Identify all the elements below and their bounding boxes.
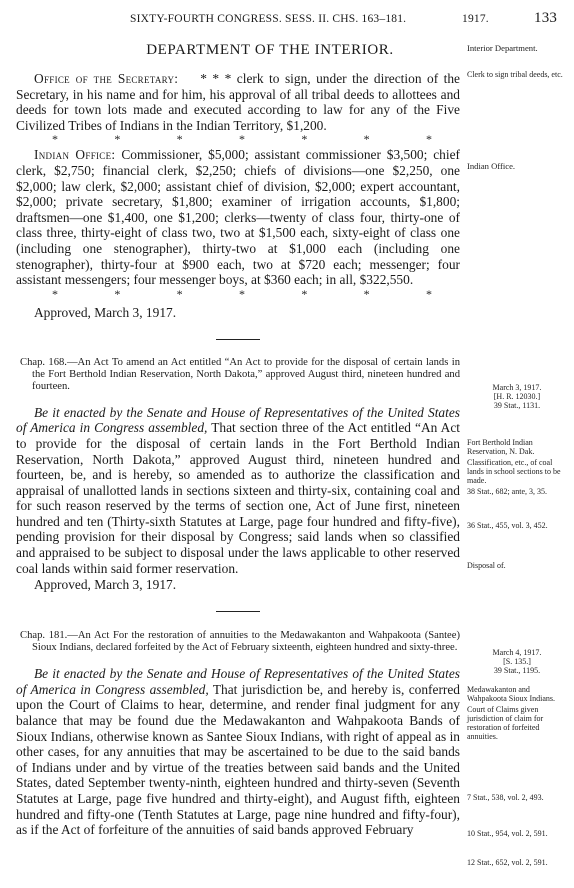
margin-note-fort-berthold: Fort Berthold Indian Reservation, N. Dak. <box>467 438 535 456</box>
approved-line: Approved, March 3, 1917. <box>34 577 177 593</box>
chapter-168-text: That section three of the Act entitled “An Act to provide for the disposal of certain lands in the Fort Berthold Indian Reservation, North Dakota,” approved August third, nineteen hundred and fourteen, be, and is hereby, so amended as to authorize the classification and appraisal of unallotted lands in sections sixteen and thirty-six, containing coal and for such reason reserved by the terms of section one, Act of June first, nineteen hundred and ten (Thirty-sixth Statutes at Large, page four hundred and fifty-five), pending provision for their disposal by Congress; said lands when so classified and appraised to be subject to disposal under the laws applicable to other reserved coal lands within said former reservation. <box>16 420 460 576</box>
chapter-181-text: That jurisdiction be, and hereby is, conferred upon the Court of Claims to hear, determine, and render final judgment for any balance that may be found due the Medawakanton and Wahpakoota Bands of Sioux Indians, otherwise known as Santee Sioux Indians, with right of appeal as in other cases, for any annuities that may be ascertained to be due to the said bands of Indians under and by virtue of the treaties between said bands and the United States, dated September twenty-ninth, eighteen hundred and thirty-seven (Seventh Statutes at Large, page five hundred and thirty-eight), and August fifth, eighteen hundred and fifty-one (Tenth Statutes at Large, page nine hundred and fifty-four), as if the Act of forfeiture of the annuities of said bands approved February <box>16 681 460 838</box>
star: * <box>238 286 245 301</box>
header-session: SIXTY-FOURTH CONGRESS. SESS. II. CHS. 163–181. <box>130 13 407 25</box>
margin-note-chapter-181-date: March 4, 1917. [S. 135.] 39 Stat., 1195. <box>492 648 542 675</box>
approved-line: Approved, March 3, 1917. <box>34 304 177 320</box>
margin-note-stat-ref-38: 38 Stat., 682; ante, 3, 35. <box>467 487 547 496</box>
section-rule <box>216 339 260 340</box>
enacting-clause: Be it enacted by the Senate and House of Representatives of the United States of America in Congress assembled, <box>16 404 460 436</box>
elision-stars: * * * <box>200 71 232 86</box>
star: * <box>238 132 245 147</box>
secretary-paragraph <box>16 71 460 133</box>
margin-note-classification: Classification, etc., of coal lands in school sections to be made. <box>467 458 561 485</box>
secretary-label: Office of the Secretary: <box>34 71 179 86</box>
main-text <box>16 64 460 838</box>
margin-note-indian-office: Indian Office. <box>467 161 516 171</box>
indian-office-text: Commissioner, $5,000; assistant commissioner $3,500; chief clerk, $2,750; financial clerk, $2,250; chiefs of divisions—one $2,250, one $2,000; law clerk, $2,000; assistant chief of division, $2,000; expert accountant, $2,000; private secretary, $1,800; examiner of irrigation accounts, $1,800; draftsmen—one $1,400, one $1,200; clerks—twenty of class four, thirty-one of class three, thirty-eight of class two, two at $1,500 each, sixty-eight of class one (including one stenographer), thirty-two at $1,000 each (including one stenographer), thirty-four at $900 each, two at $720 each; messenger; four assistant messengers; four messenger boys, at $360 each; in all, $322,550. <box>16 147 460 288</box>
stars-row <box>16 288 460 301</box>
chapter-168-body <box>16 405 460 577</box>
page-number: 133 <box>534 10 558 26</box>
margin-note-chapter-168-date: March 3, 1917. [H. R. 12030.] 39 Stat., 1131. <box>492 383 542 410</box>
star: * <box>425 286 432 301</box>
star: * <box>363 132 370 147</box>
chapter-181-heading: Chap. 181.—An Act For the restoration of annuities to the Medawakanton and Wahpakoota (Santee) Sioux Indians, declared forfeited by the Act of February sixteenth, eighteen hundred and sixty-three. <box>20 630 460 654</box>
star: * <box>176 286 183 301</box>
margin-note-disposal: Disposal of. <box>467 561 506 570</box>
margin-note-stat-ref-36: 36 Stat., 455, vol. 3, 452. <box>467 521 548 530</box>
section-title: DEPARTMENT OF THE INTERIOR. <box>146 42 394 58</box>
star: * <box>425 132 432 147</box>
stars-row <box>16 133 460 146</box>
margin-note-medawakanton: Medawakanton and Wahpakoota Sioux Indians. <box>467 685 556 703</box>
star: * <box>52 286 58 301</box>
chapter-168-heading: Chap. 168.—An Act To amend an Act entitled “An Act to provide for the disposal of certain lands in the Fort Berthold Indian Reservation, North Dakota,” approved August third, nineteen hundred and fourteen. <box>20 356 460 392</box>
running-header <box>0 10 574 30</box>
star: * <box>114 286 121 301</box>
star: * <box>176 132 183 147</box>
margin-note-stat-ref-7: 7 Stat., 538, vol. 2, 493. <box>467 793 544 802</box>
star: * <box>301 286 308 301</box>
star: * <box>363 286 370 301</box>
margin-note-interior-department: Interior Department. <box>467 43 538 53</box>
star: * <box>301 132 308 147</box>
chapter-181-body <box>16 666 460 838</box>
secretary-text: clerk to sign, under the direction of the Secretary, in his name and for him, his approval of all tribal deeds to allottees and deeds for town lots made and executed according to law for any of the Five Civilized Tribes of Indians in the Indian Territory, $1,200. <box>16 71 461 133</box>
indian-office-label: Indian Office: <box>34 147 116 163</box>
star: * <box>52 132 58 147</box>
margin-note-court-of-claims: Court of Claims given jurisdiction of claim for restoration of forfeited annuities. <box>467 705 544 741</box>
star: * <box>114 132 121 147</box>
enacting-clause: Be it enacted by the Senate and House of Representatives of the United States of America in Congress assembled, <box>16 666 460 697</box>
indian-office-paragraph <box>16 147 460 287</box>
section-rule <box>216 611 260 612</box>
margin-note-stat-ref-10: 10 Stat., 954, vol. 2, 591. <box>467 829 548 838</box>
margin-note-clerk-sign: Clerk to sign tribal deeds, etc. <box>467 70 563 79</box>
margin-note-stat-ref-12: 12 Stat., 652, vol. 2, 591. <box>467 858 548 867</box>
header-year: 1917. <box>462 13 489 25</box>
